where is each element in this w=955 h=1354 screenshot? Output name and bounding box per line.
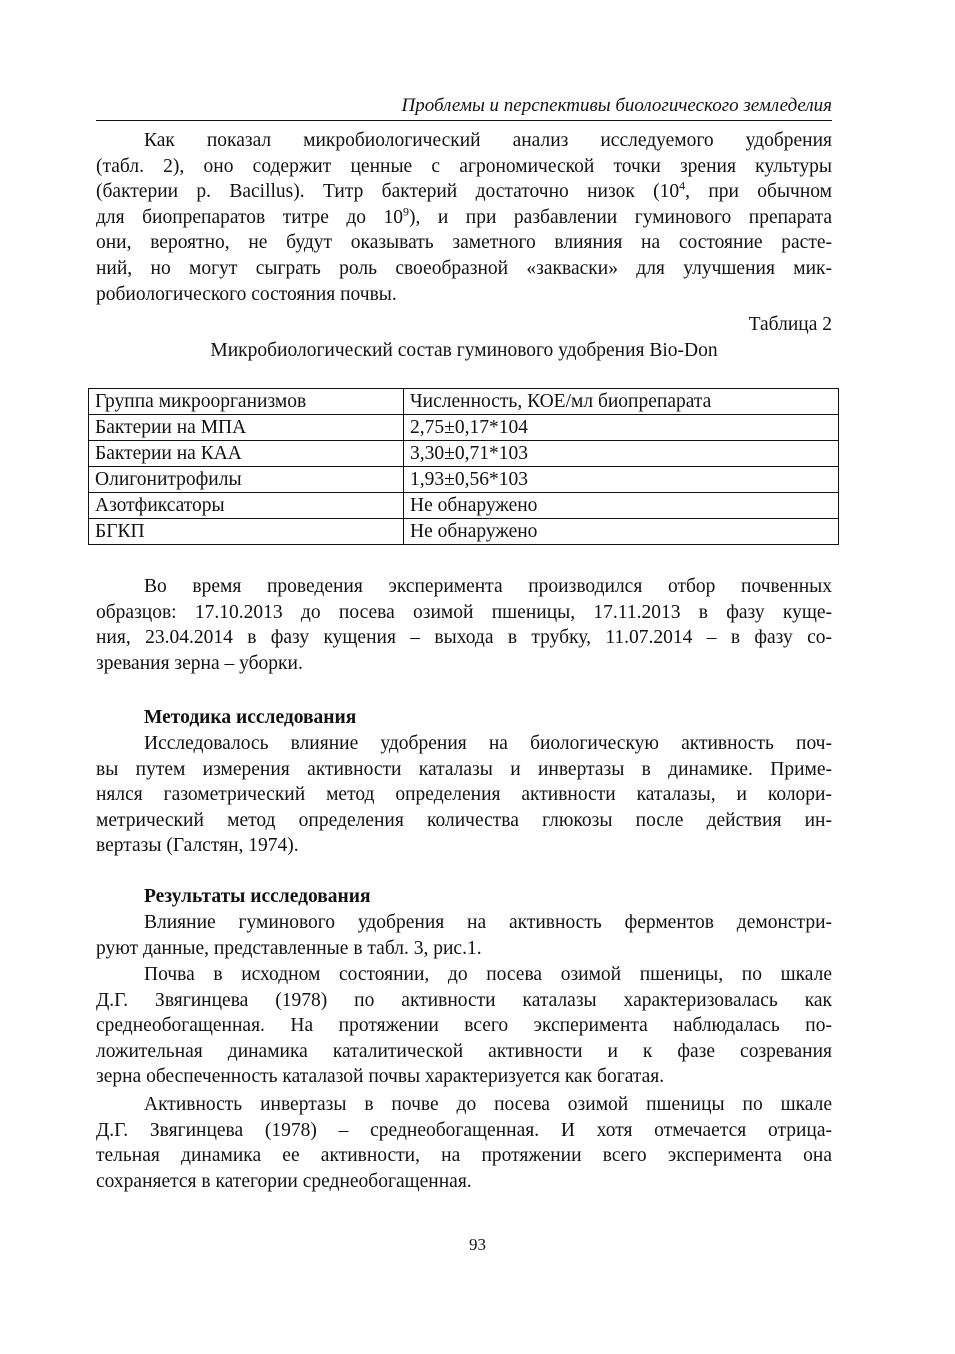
paragraph-invertase: [96, 1092, 832, 1194]
text-line: для биопрепаратов титре до $10^9$), и при разбавлении гуминового препарата: [96, 204, 832, 228]
text-line: ложительная динамика каталитической активности и к фазе созревания: [96, 1040, 832, 1062]
text-line: (бактерии р. Bacillus). Титр бактерий достаточно низок ($10^4$, при обычном: [96, 178, 833, 203]
text-line: зревания зерна – уборки.: [96, 652, 303, 674]
table-cell: БГКП: [89, 519, 404, 545]
table-cell: Не обнаружено: [404, 493, 839, 519]
text-line: ния, 23.04.2014 в фазу кущения – выхода в трубку, 11.07.2014 – в фазу со-: [96, 627, 832, 649]
table-row: [89, 519, 839, 545]
superscript: 9: [403, 204, 410, 219]
table-row: [89, 493, 839, 519]
table-cell: Не обнаружено: [404, 519, 839, 545]
text-line: образцов: 17.10.2013 до посева озимой пшеницы, 17.11.2013 в фазу куще-: [96, 601, 832, 623]
table-cell: Бактерии на КАА: [89, 441, 404, 467]
text-line: зерна обеспеченность каталазой почвы характеризуется как богатая.: [96, 1066, 665, 1088]
table-row: [89, 467, 839, 493]
text-line: робиологического состояния почвы.: [96, 283, 397, 305]
running-head: Проблемы и перспективы биологического земледелия: [401, 95, 832, 116]
text-line: Во время проведения эксперимента производился отбор почвенных: [144, 576, 832, 597]
paragraph-methods: [96, 731, 832, 859]
table-cell: 2,75±0,17*104: [404, 415, 839, 441]
paragraph-catalase: [96, 962, 832, 1090]
text-line: Как показал микробиологический анализ исследуемого удобрения: [144, 130, 832, 151]
table-row: [89, 441, 839, 467]
table-header-row: [89, 389, 839, 415]
text-line: руют данные, представленные в табл. 3, рис.1.: [96, 937, 482, 959]
text-line: Д.Г. Звягинцева (1978) – среднеобогащенная. И хотя отмечается отрица-: [96, 1119, 832, 1141]
text-line: Д.Г. Звягинцева (1978) по активности каталазы характеризовалась как: [96, 989, 832, 1011]
text-line: метрический метод определения количества глюкозы после действия ин-: [96, 809, 832, 831]
text-line: (табл. 2), оно содержит ценные с агрономической точки зрения культуры: [96, 155, 832, 177]
text-line: сохраняется в категории среднеобогащенная.: [96, 1170, 472, 1192]
table-header-cell: Группа микроорганизмов: [89, 389, 404, 415]
table-cell: Азотфиксаторы: [89, 493, 404, 519]
text-line: тельная динамика ее активности, на протяжении всего эксперимента она: [96, 1145, 832, 1167]
paragraph-results-intro: [96, 910, 832, 961]
table-cell: Олигонитрофилы: [89, 467, 404, 493]
text-line: они, вероятно, не будут оказывать заметного влияния на состояние расте-: [96, 232, 832, 254]
text-line: Влияние гуминового удобрения на активность ферментов демонстри-: [144, 912, 832, 933]
table-caption: Микробиологический состав гуминового удобрения Bio-Don: [210, 340, 718, 361]
page-number: 93: [469, 1235, 486, 1254]
section-heading-methods: Методика исследования: [144, 707, 357, 728]
text-line: вы путем измерения активности каталазы и инвертазы в динамике. Приме-: [96, 758, 832, 780]
text-line: Активность инвертазы в почве до посева озимой пшеницы по шкале: [144, 1094, 832, 1115]
table-cell: Бактерии на МПА: [89, 415, 404, 441]
text-line: Почва в исходном состоянии, до посева озимой пшеницы, по шкале: [144, 964, 832, 985]
text-line: нялся газометрический метод определения активности каталазы, и колори-: [96, 784, 832, 806]
table-cell: 3,30±0,71*103: [404, 441, 839, 467]
table-cell: 1,93±0,56*103: [404, 467, 839, 493]
table-header-cell: Численность, КОЕ/мл биопрепарата: [404, 389, 839, 415]
paragraph-intro: [96, 128, 832, 307]
text-line: ний, но могут сыграть роль своеобразной «закваски» для улучшения мик-: [96, 257, 832, 279]
table-label: Таблица 2: [748, 314, 832, 335]
section-heading-results: Результаты исследования: [144, 886, 371, 907]
data-table: [88, 388, 839, 545]
header-rule: [96, 120, 832, 121]
table-row: [89, 415, 839, 441]
superscript: 4: [679, 178, 686, 193]
paragraph-sampling: [96, 574, 832, 676]
text-line: Исследовалось влияние удобрения на биологическую активность поч-: [144, 733, 832, 754]
text-line: вертазы (Галстян, 1974).: [96, 835, 299, 857]
text-line: среднеобогащенная. На протяжении всего эксперимента наблюдалась по-: [96, 1015, 832, 1037]
